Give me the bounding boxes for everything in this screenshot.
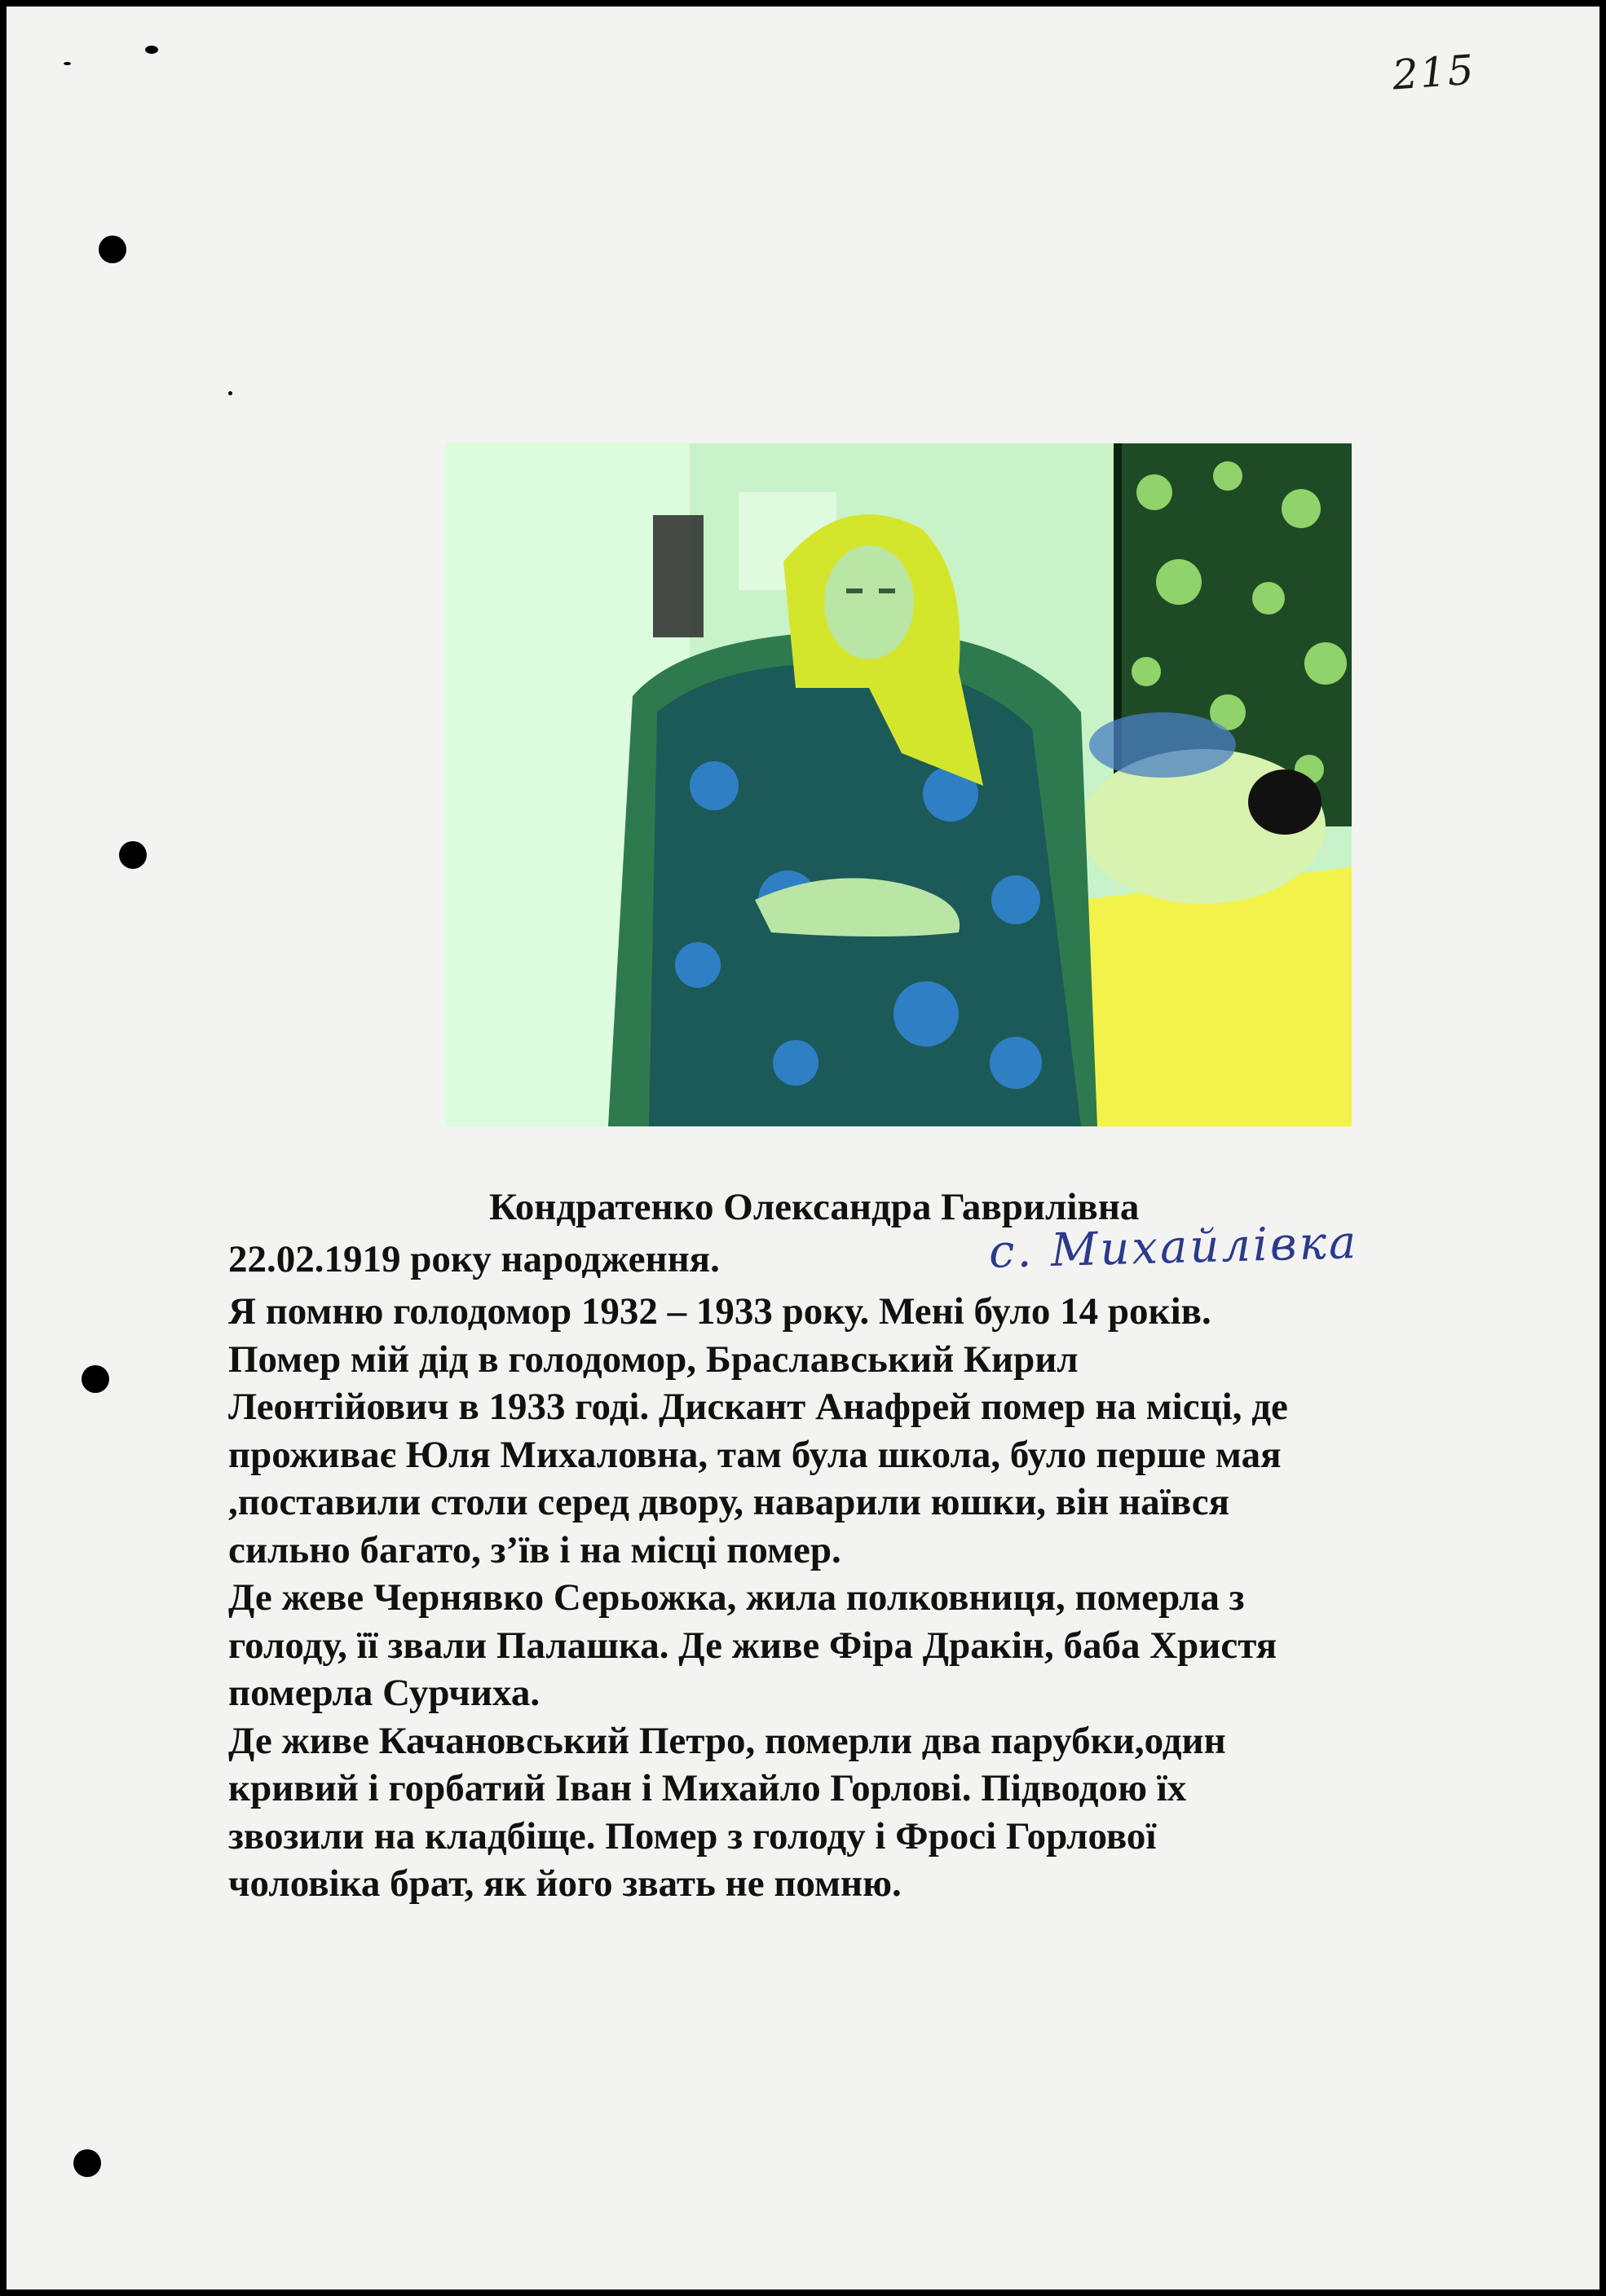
- testimony-line: голоду, її звали Палашка. Де живе Фіра Дракін, баба Христя: [228, 1624, 1277, 1667]
- scan-speck: [145, 46, 158, 54]
- testimony-line: проживає Юля Михаловна, там була школа, було перше мая: [228, 1433, 1282, 1476]
- testimony-line: ,поставили столи серед двору, наварили юшки, він наївся: [228, 1481, 1230, 1523]
- testimony-line: Я помню голодомор 1932 – 1933 року. Мені було 14 років.: [228, 1290, 1211, 1333]
- testimony-line: звозили на кладбіще. Помер з голоду і Фросі Горлової: [228, 1814, 1157, 1858]
- testimony-line: Леонтійович в 1933 годі. Дискант Анафрей помер на місці, де: [228, 1386, 1288, 1428]
- punch-hole-top: [99, 236, 126, 263]
- scan-speck: [64, 62, 71, 65]
- testimony-line: Де жеве Чернявко Серьожка, жила полковниця, померла з: [228, 1576, 1245, 1619]
- testimony-line: Де живе Качановський Петро, померли два парубки,один: [228, 1719, 1226, 1762]
- person-name: Кондратенко Олександра Гаврилівна: [489, 1186, 1140, 1228]
- punch-hole-lower-middle: [82, 1365, 109, 1393]
- testimony-line: кривий і горбатий Іван і Михайло Горлові. Підводою їх: [228, 1767, 1187, 1809]
- handwritten-page-number: 215: [1391, 46, 1477, 99]
- portrait-photo: [445, 443, 1352, 1126]
- testimony-text: [228, 1288, 1582, 1908]
- scan-speck: [228, 391, 232, 395]
- testimony-line: сильно багато, з’їв і на місці помер.: [228, 1528, 841, 1571]
- testimony-line: померла Сурчиха.: [228, 1672, 540, 1714]
- testimony-line: чоловіка брат, як його звать не помню.: [228, 1862, 902, 1905]
- handwritten-village-note: с. Михайлівка: [988, 1216, 1360, 1279]
- birth-date: 22.02.1919 року народження.: [228, 1238, 720, 1280]
- document-page: [7, 7, 1599, 2289]
- punch-hole-upper-middle: [119, 841, 147, 869]
- testimony-line: Помер мій дід в голодомор, Браславський Кирил: [228, 1337, 1079, 1381]
- punch-hole-bottom: [73, 2149, 101, 2177]
